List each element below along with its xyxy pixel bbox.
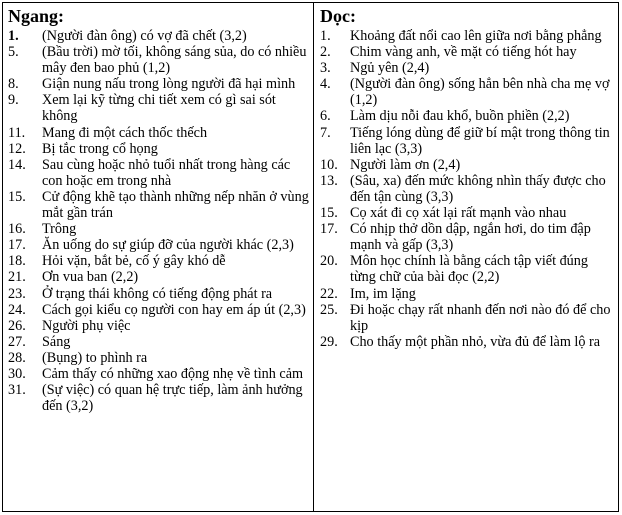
across-clue: 11. Mang đi một cách thốc thếch: [8, 124, 208, 141]
across-column: [8, 5, 310, 414]
down-clue: 2. Chim vàng anh, về mặt có tiếng hót hay: [320, 44, 577, 61]
down-clue: 13. (Sâu, xa) đến mức không nhìn thấy được cho đến tận cùng (3,3): [320, 172, 606, 205]
across-clue: 8. Giận nung nấu trong lòng người đã hại mình: [8, 76, 296, 93]
across-clue: 23. Ở trạng thái không có tiếng động phát ra: [8, 285, 273, 302]
across-clue: 28. (Bụng) to phình ra: [8, 349, 148, 366]
across-clue: 30. Cảm thấy có những xao động nhẹ về tình cảm: [8, 365, 304, 382]
across-clue: 15. Cử động khẽ tạo thành những nếp nhăn ở vùng mắt gần trán: [8, 188, 309, 222]
down-clue: 7. Tiếng lóng dùng để giữ bí mật trong thông tin liên lạc (3,3): [320, 124, 610, 157]
down-clue: 10. Người làm ơn (2,4): [320, 156, 461, 173]
down-column: [320, 5, 614, 350]
across-clue: 17. Ăn uống do sự giúp đỡ của người khác (2,3): [8, 237, 294, 254]
down-clue: 15. Cọ xát đi cọ xát lại rất mạnh vào nhau: [320, 205, 567, 222]
across-clue: 5. (Bầu trời) mờ tối, không sáng sủa, do có nhiều mây đen bao phủ (1,2): [8, 44, 307, 77]
down-clue: 6. Làm dịu nỗi đau khổ, buồn phiền (2,2): [320, 108, 570, 125]
down-clue: 25. Đi hoặc chạy rất nhanh đến nơi nào đó để cho kịp: [320, 301, 611, 334]
down-clue: 4. (Người đàn ông) sống hẳn bên nhà cha mẹ vợ (1,2): [320, 76, 610, 109]
down-clue-list: [320, 28, 614, 350]
crossword-clue-table: [2, 2, 619, 512]
down-heading: Dọc:: [320, 6, 356, 26]
across-clue: 27. Sáng: [8, 333, 71, 350]
across-clue: 31. (Sự việc) có quan hệ trực tiếp, làm ảnh hưởng đến (3,2): [8, 382, 303, 415]
down-clue: 20. Môn học chính là bằng cách tập viết đúng từng chữ của bài đọc (2,2): [320, 253, 588, 286]
down-clue: 22. Im, im lặng: [320, 285, 416, 302]
down-clue: 1. Khoảng đất nổi cao lên giữa nơi bằng phẳng: [320, 28, 602, 44]
down-clue: 29. Cho thấy một phần nhỏ, vừa đủ để làm lộ ra: [320, 333, 601, 350]
down-clue: 3. Ngủ yên (2,4): [320, 60, 430, 77]
down-clue: 17. Có nhịp thở dồn dập, ngắn hơi, do tim đập mạnh và gấp (3,3): [320, 221, 591, 254]
across-clue: 14. Sau cùng hoặc nhỏ tuổi nhất trong hàng các con hoặc em trong nhà: [8, 156, 291, 189]
across-clue: 21. Ơn vua ban (2,2): [8, 269, 139, 286]
across-clue: 26. Người phụ việc: [8, 317, 131, 334]
across-clue: 24. Cách gọi kiểu cọ người con hay em áp út (2,3): [8, 301, 306, 318]
column-divider: [313, 3, 314, 511]
across-clue: 16. Trông: [8, 221, 77, 238]
across-clue-list: [8, 28, 310, 414]
across-clue: 9. Xem lại kỹ từng chi tiết xem có gì sai sót không: [8, 92, 276, 125]
across-clue: 1. (Người đàn ông) có vợ đã chết (3,2): [8, 28, 247, 44]
across-heading: Ngang:: [8, 6, 65, 26]
across-clue: 12. Bị tắc trong cổ họng: [8, 140, 158, 157]
across-clue: 18. Hỏi vặn, bắt bẻ, cố ý gây khó dễ: [8, 253, 226, 270]
